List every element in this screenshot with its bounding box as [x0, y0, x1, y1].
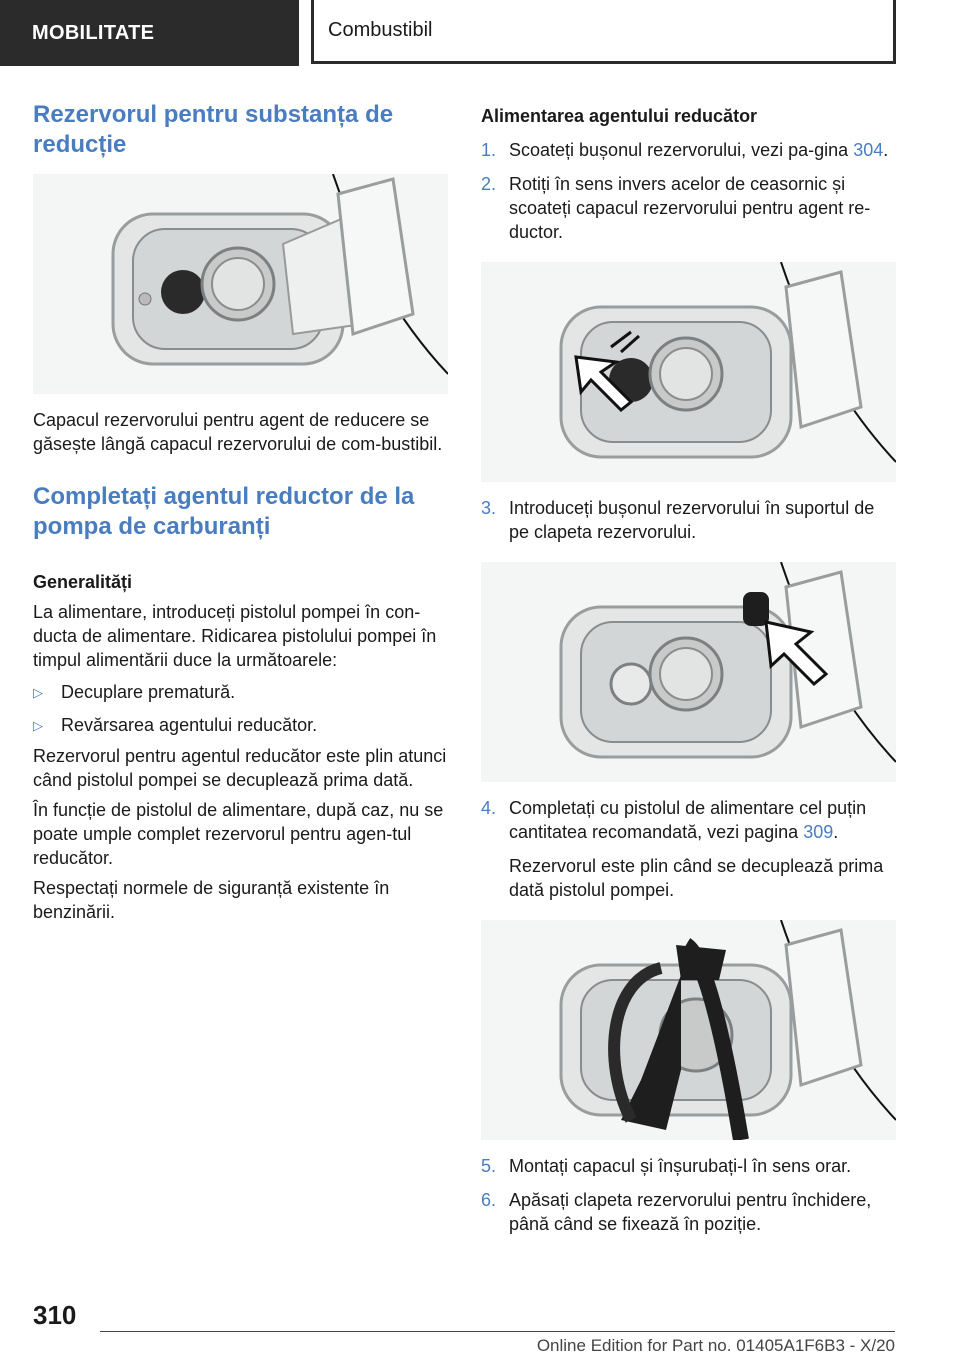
triangle-bullet-icon: ▷	[33, 718, 43, 733]
page-header	[0, 0, 960, 66]
step-6: 6. Apăsați clapeta rezervorului pentru închidere, până când se fixează în poziție.	[481, 1190, 872, 1234]
section-heading-reservoir: Rezervorul pentru substanța de reducție	[33, 101, 394, 158]
step-2: 2. Rotiți în sens invers acelor de ceasornic și scoateți capacul rezervorului pentru agent re-ductor.	[481, 174, 871, 242]
step-1: 1. Scoateți bușonul rezervorului, vezi pa-gina 304.	[481, 140, 889, 160]
caption-reservoir: Capacul rezervorului pentru agent de reducere se găsește lângă capacul rezervorului de com-bustibil.	[33, 410, 443, 454]
step-3: 3. Introduceți bușonul rezervorului în suportul de pe clapeta rezervorului.	[481, 498, 875, 542]
subheading-refill: Alimentarea agentului reducător	[481, 106, 758, 126]
paragraph-pistol: În funcție de pistolul de alimentare, după caz, nu se poate umple complet rezervorul pentru agen-tul reducător.	[33, 800, 444, 868]
figure-remove-cap	[481, 262, 896, 482]
list-item: ▷ Decuplare prematură.	[33, 680, 448, 705]
page-number: 310	[33, 1300, 77, 1330]
paragraph-safety: Respectați normele de siguranță existente în benzinării.	[33, 878, 390, 922]
triangle-bullet-icon: ▷	[33, 685, 43, 700]
footer-divider	[100, 1331, 895, 1332]
page-link-309[interactable]: 309	[803, 822, 834, 842]
figure-reductant-cap	[33, 174, 448, 394]
left-column	[33, 100, 448, 924]
section-tab: MOBILITATE	[0, 0, 299, 66]
step-4-note: Rezervorul este plin când se decuplează prima dată pistolul pompei.	[509, 856, 884, 900]
paragraph-full: Rezervorul pentru agentul reducător este plin atunci când pistolul pompei se decuplează prima dată.	[33, 746, 447, 790]
chapter-title: Combustibil	[311, 0, 896, 64]
page-link-304[interactable]: 304	[853, 140, 884, 160]
edition-info: Online Edition for Part no. 01405A1F6B3 - X/20	[536, 1336, 895, 1355]
right-column	[481, 100, 896, 1236]
subheading-general: Generalități	[33, 572, 133, 592]
figure-refill-pistol	[481, 920, 896, 1140]
bullet-list	[33, 680, 448, 738]
section-heading-refill: Completați agentul reductor de la pompa de carburanți	[33, 483, 415, 540]
step-5: 5. Montați capacul și înșurubați-l în sens orar.	[481, 1156, 852, 1176]
step-4: 4. Completați cu pistolul de alimentare cel puțin cantitatea recomandată, vezi pagina 309.	[481, 798, 867, 842]
list-item: ▷ Revărsarea agentului reducător.	[33, 713, 448, 738]
figure-cap-holder	[481, 562, 896, 782]
paragraph-general: La alimentare, introduceți pistolul pompei în con-ducta de alimentare. Ridicarea pistolului pompei în timpul alimentării duce la următoarele:	[33, 602, 437, 670]
